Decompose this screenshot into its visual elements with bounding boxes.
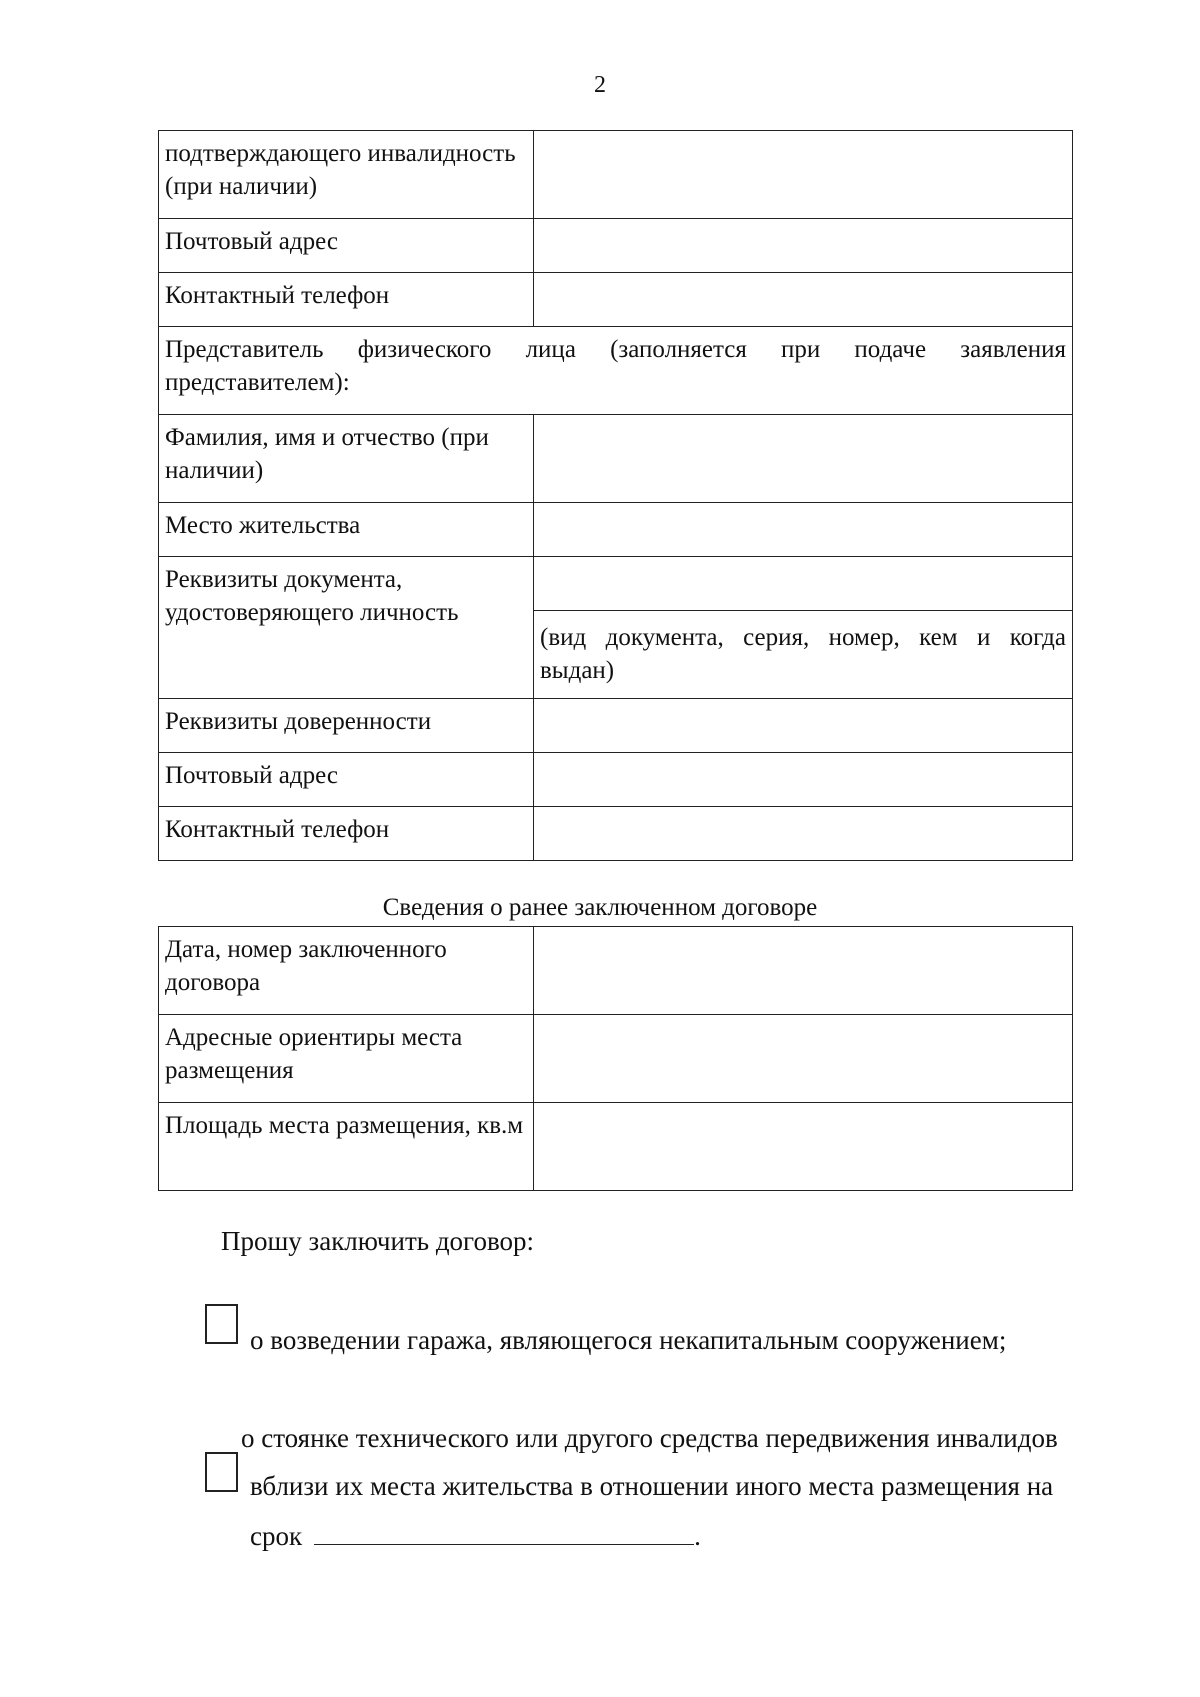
parking-option-label-line1: о стоянке технического или другого средства передвижения инвалидов xyxy=(241,1423,1058,1453)
rep-id-document-field[interactable] xyxy=(534,557,1073,611)
placement-address-label: Адресные ориентиры места размещения xyxy=(159,1015,534,1103)
disability-doc-label: подтверждающего инвалидность (при наличии) xyxy=(159,131,534,219)
garage-option-label: о возведении гаража, являющегося некапитальным сооружением; xyxy=(250,1325,1007,1355)
rep-residence-field[interactable] xyxy=(534,503,1073,557)
contract-date-number-label: Дата, номер заключенного договора xyxy=(159,927,534,1015)
term-blank-field[interactable] xyxy=(314,1518,694,1545)
rep-postal-address-field[interactable] xyxy=(534,753,1073,807)
table-row xyxy=(159,327,1073,415)
contract-section-title: Сведения о ранее заключенном договоре xyxy=(382,894,818,921)
contract-date-number-field[interactable] xyxy=(534,927,1073,1015)
contact-phone-field[interactable] xyxy=(534,273,1073,327)
placement-address-field[interactable] xyxy=(534,1015,1073,1103)
term-period: . xyxy=(694,1521,701,1551)
table-row xyxy=(159,503,1073,557)
postal-address-field[interactable] xyxy=(534,219,1073,273)
table-row xyxy=(159,557,1073,611)
page-number: 2 xyxy=(594,72,606,98)
table-row xyxy=(159,699,1073,753)
garage-option-checkbox[interactable] xyxy=(205,1304,238,1344)
table-row xyxy=(159,415,1073,503)
rep-id-document-hint: (вид документа, серия, номер, кем и когда выдан) xyxy=(534,611,1073,699)
table-row xyxy=(159,273,1073,327)
rep-residence-label: Место жительства xyxy=(159,503,534,557)
representative-header: Представитель физического лица (заполняется при подаче заявления представителем): xyxy=(159,327,1073,415)
contract-table xyxy=(158,926,1073,1191)
rep-id-document-label: Реквизиты документа, удостоверяющего личность xyxy=(159,557,534,699)
placement-area-label: Площадь места размещения, кв.м xyxy=(159,1103,534,1191)
contact-phone-label: Контактный телефон xyxy=(159,273,534,327)
table-row xyxy=(159,1015,1073,1103)
parking-option-label-line2: вблизи их места жительства в отношении иного места размещения на xyxy=(250,1471,1054,1501)
table-row xyxy=(159,219,1073,273)
disability-doc-field[interactable] xyxy=(534,131,1073,219)
placement-area-field[interactable] xyxy=(534,1103,1073,1191)
rep-full-name-label: Фамилия, имя и отчество (при наличии) xyxy=(159,415,534,503)
rep-phone-label: Контактный телефон xyxy=(159,807,534,861)
postal-address-label: Почтовый адрес xyxy=(159,219,534,273)
parking-option-checkbox[interactable] xyxy=(205,1452,238,1492)
rep-power-of-attorney-label: Реквизиты доверенности xyxy=(159,699,534,753)
table-row xyxy=(159,927,1073,1015)
term-label: срок xyxy=(250,1521,303,1551)
rep-full-name-field[interactable] xyxy=(534,415,1073,503)
rep-postal-address-label: Почтовый адрес xyxy=(159,753,534,807)
table-row xyxy=(159,807,1073,861)
table-row xyxy=(159,131,1073,219)
request-title: Прошу заключить договор: xyxy=(221,1226,535,1256)
rep-power-of-attorney-field[interactable] xyxy=(534,699,1073,753)
rep-phone-field[interactable] xyxy=(534,807,1073,861)
table-row xyxy=(159,753,1073,807)
parking-option-term xyxy=(250,1512,701,1560)
applicant-table xyxy=(158,130,1073,861)
table-row xyxy=(159,1103,1073,1191)
